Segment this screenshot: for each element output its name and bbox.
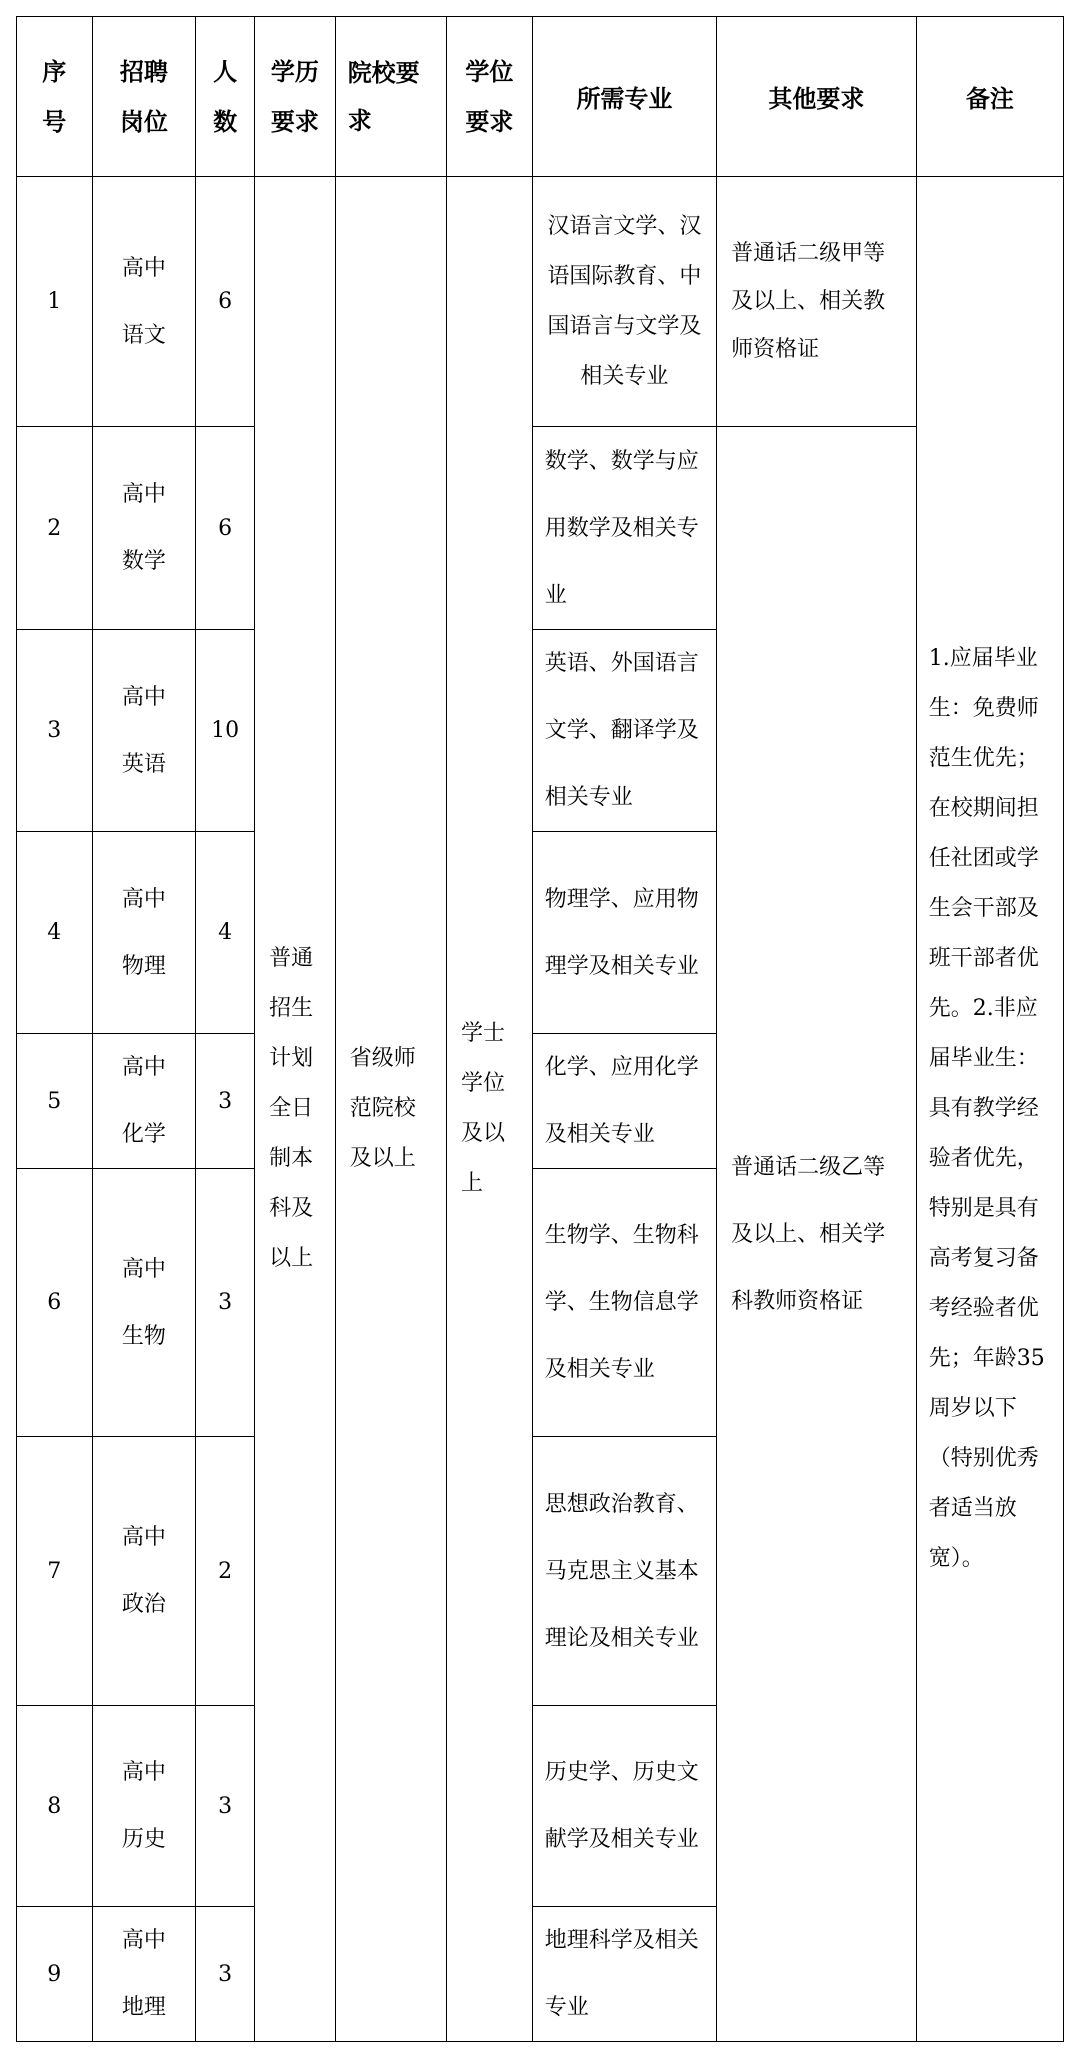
cell-remark: 1.应届毕业生：免费师范生优先；在校期间担任社团或学生会干部及班干部者优先。2.非应届毕业生：具有教学经验者优先，特别是具有高考复习备考经验者优先；年龄35周岁以下（特别优秀者适当放宽）。 <box>916 177 1063 2042</box>
cell-major: 物理学、应用物理学及相关专业 <box>532 832 716 1034</box>
table-row <box>17 177 1064 427</box>
cell-other: 普通话二级甲等及以上、相关教师资格证 <box>717 177 917 427</box>
cell-no: 5 <box>17 1034 93 1169</box>
header-row <box>17 17 1064 177</box>
cell-count: 6 <box>196 427 255 630</box>
cell-count: 6 <box>196 177 255 427</box>
header-degree: 学位要求 <box>447 17 533 177</box>
cell-post: 高中数学 <box>92 427 196 630</box>
cell-degree: 学士学位及以上 <box>447 177 533 2042</box>
cell-count: 2 <box>196 1437 255 1706</box>
cell-no: 1 <box>17 177 93 427</box>
cell-post: 高中历史 <box>92 1706 196 1907</box>
cell-post: 高中物理 <box>92 832 196 1034</box>
table-row <box>17 427 1064 630</box>
cell-major: 地理科学及相关专业 <box>532 1907 716 2042</box>
cell-major: 化学、应用化学及相关专业 <box>532 1034 716 1169</box>
cell-count: 3 <box>196 1034 255 1169</box>
cell-school: 省级师范院校及以上 <box>335 177 446 2042</box>
cell-major: 数学、数学与应用数学及相关专业 <box>532 427 716 630</box>
cell-no: 4 <box>17 832 93 1034</box>
cell-other: 普通话二级乙等及以上、相关学科教师资格证 <box>717 427 917 2042</box>
cell-no: 3 <box>17 630 93 832</box>
cell-no: 2 <box>17 427 93 630</box>
cell-count: 10 <box>196 630 255 832</box>
header-post: 招聘岗位 <box>92 17 196 177</box>
cell-count: 3 <box>196 1907 255 2042</box>
cell-count: 4 <box>196 832 255 1034</box>
cell-count: 3 <box>196 1706 255 1907</box>
header-education: 学历要求 <box>255 17 336 177</box>
cell-major: 思想政治教育、马克思主义基本理论及相关专业 <box>532 1437 716 1706</box>
cell-post: 高中政治 <box>92 1437 196 1706</box>
header-other: 其他要求 <box>717 17 917 177</box>
cell-post: 高中化学 <box>92 1034 196 1169</box>
cell-count: 3 <box>196 1169 255 1437</box>
header-school: 院校要求 <box>335 17 446 177</box>
cell-post: 高中生物 <box>92 1169 196 1437</box>
header-count: 人数 <box>196 17 255 177</box>
cell-post: 高中地理 <box>92 1907 196 2042</box>
cell-major: 英语、外国语言文学、翻译学及相关专业 <box>532 630 716 832</box>
header-major: 所需专业 <box>532 17 716 177</box>
cell-major: 生物学、生物科学、生物信息学及相关专业 <box>532 1169 716 1437</box>
recruitment-table <box>16 16 1064 2042</box>
cell-post: 高中语文 <box>92 177 196 427</box>
cell-major: 汉语言文学、汉语国际教育、中国语言与文学及相关专业 <box>532 177 716 427</box>
cell-post: 高中英语 <box>92 630 196 832</box>
header-no: 序号 <box>17 17 93 177</box>
cell-no: 9 <box>17 1907 93 2042</box>
cell-major: 历史学、历史文献学及相关专业 <box>532 1706 716 1907</box>
header-remark: 备注 <box>916 17 1063 177</box>
cell-no: 8 <box>17 1706 93 1907</box>
cell-no: 6 <box>17 1169 93 1437</box>
cell-education: 普通招生计划全日制本科及以上 <box>255 177 336 2042</box>
cell-no: 7 <box>17 1437 93 1706</box>
